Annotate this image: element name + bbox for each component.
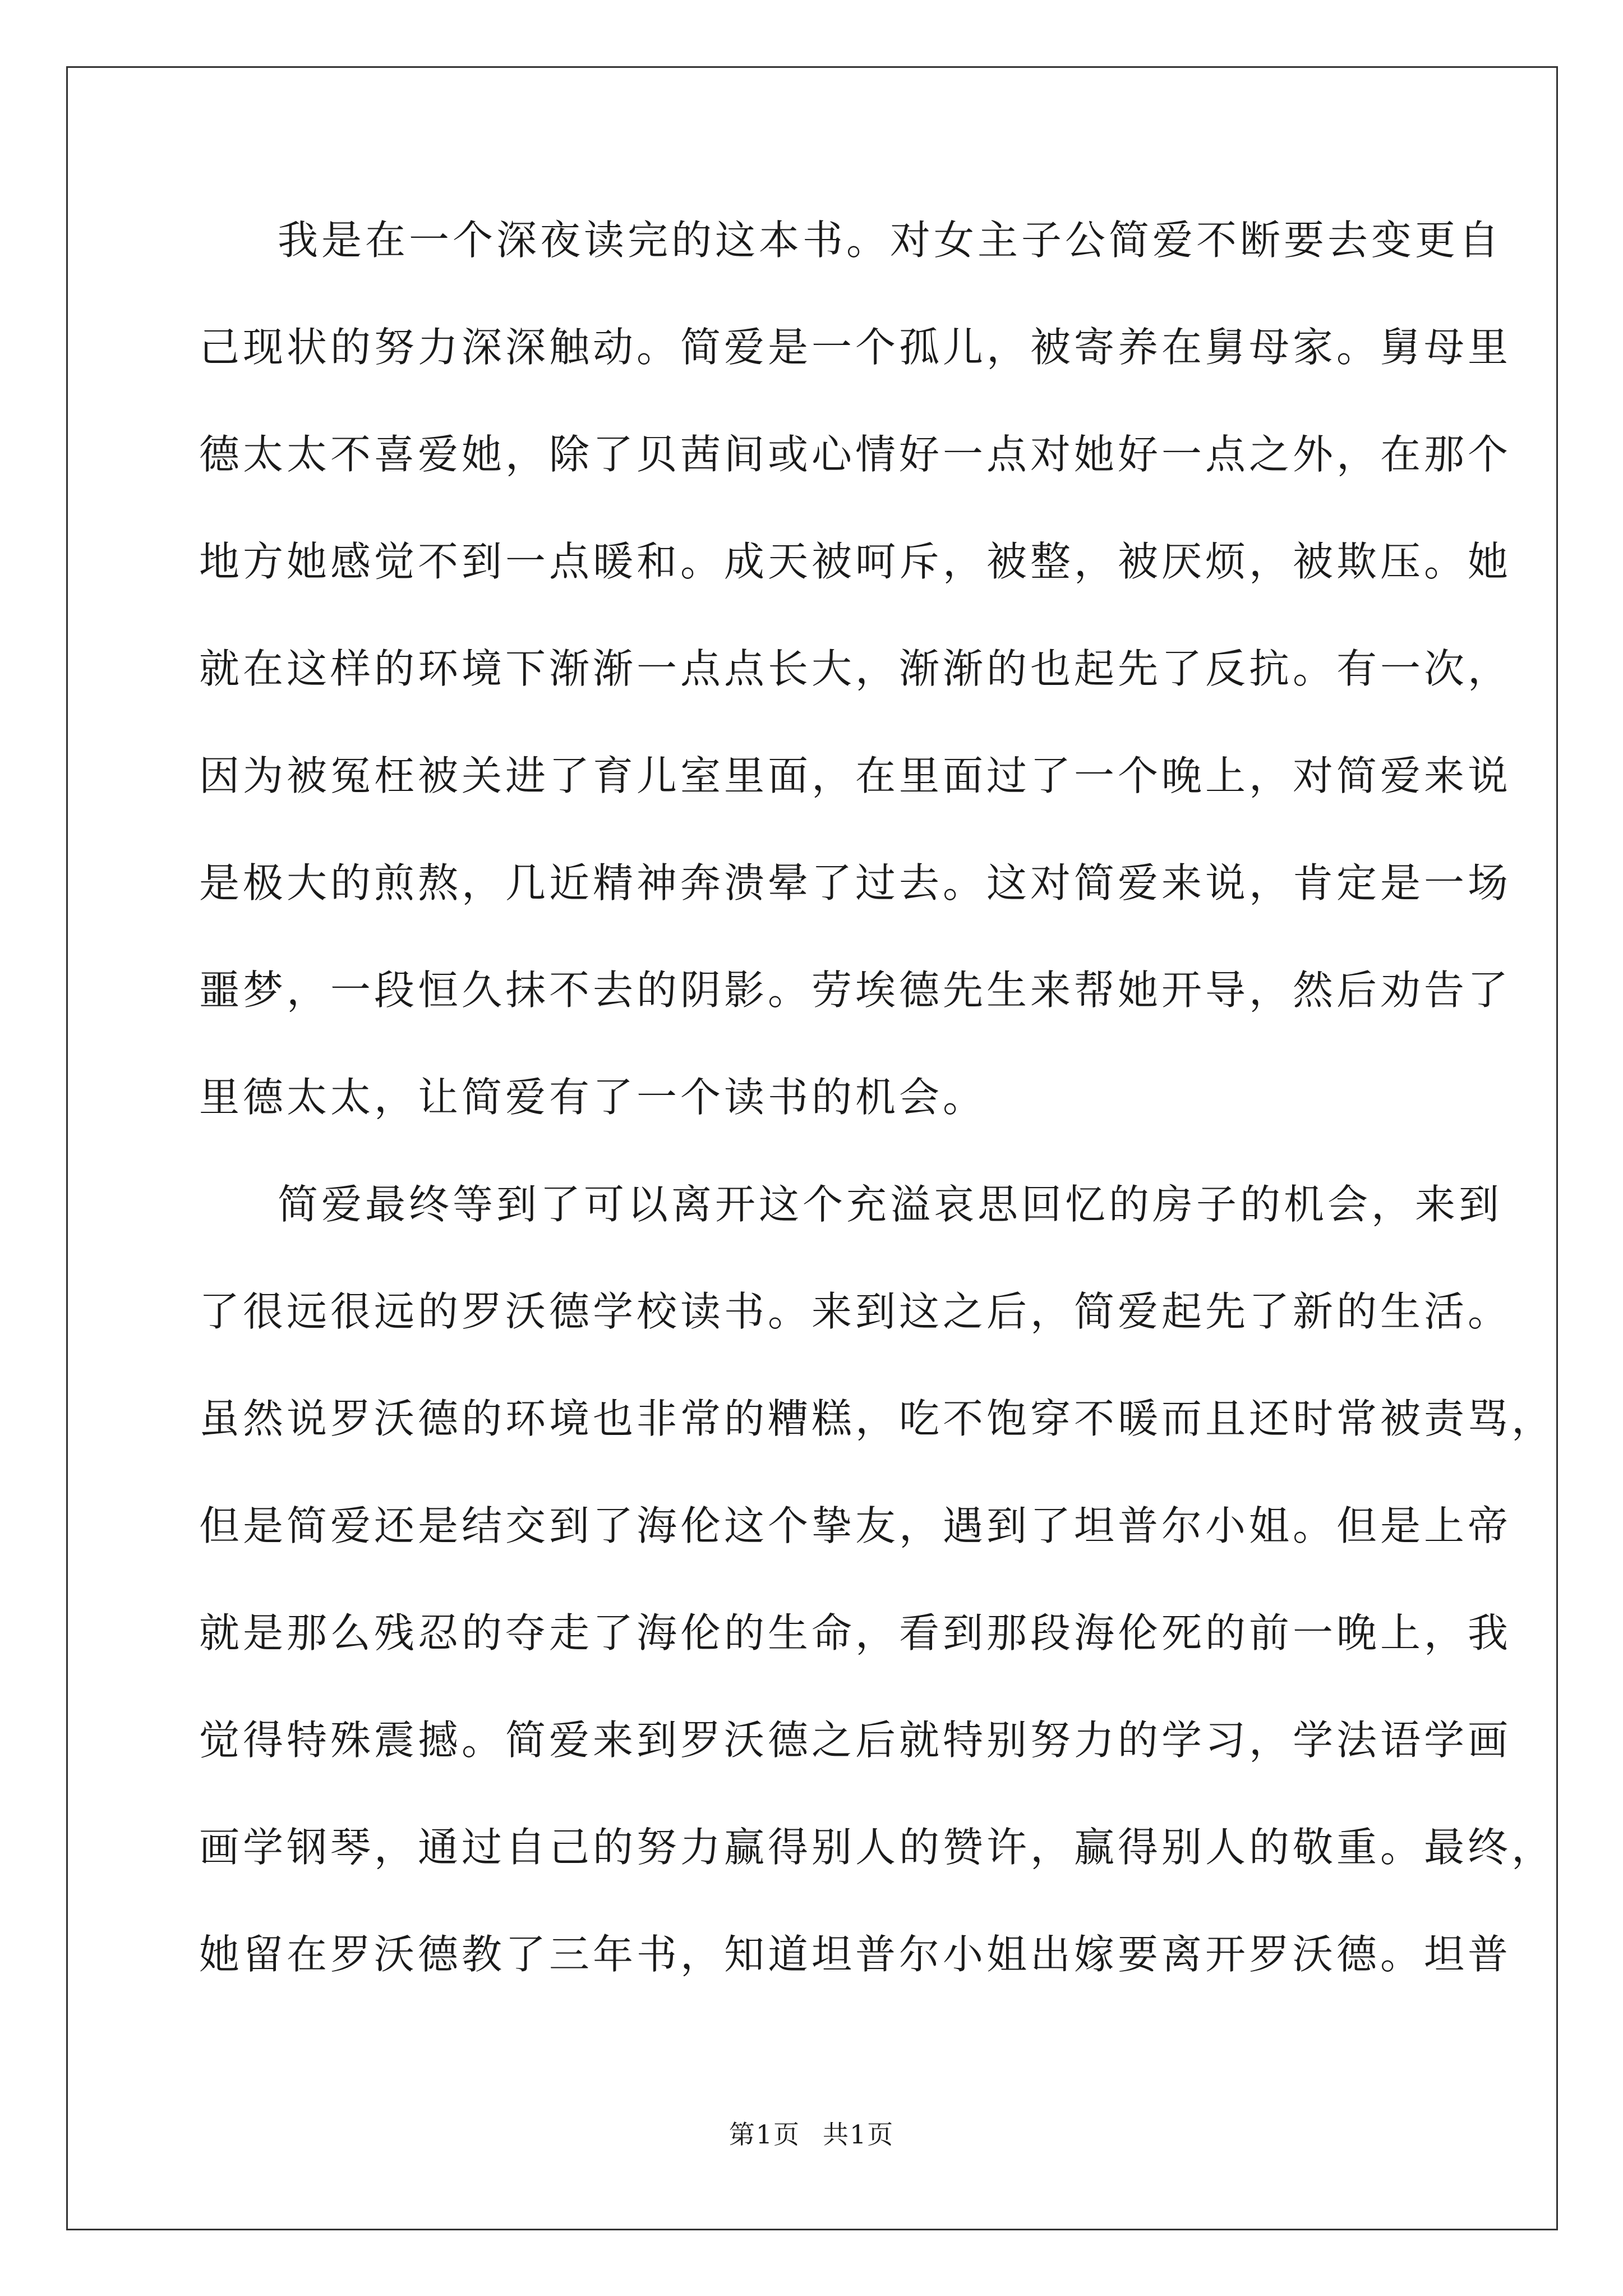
paragraph-2 — [199, 1176, 1556, 2033]
text-line: 画学钢琴，通过自己的努力赢得别人的赞许，赢得别人的敬重。最终， — [199, 1824, 1556, 1871]
text-line: 噩梦，一段恒久抹不去的阴影。劳埃德先生来帮她开导，然后劝告了 — [199, 967, 1512, 1014]
page-number: 第1页 — [728, 2119, 800, 2150]
paragraph-1 — [199, 212, 1512, 1176]
text-line: 就在这样的环境下渐渐一点点长大，渐渐的也起先了反抗。有一次， — [199, 645, 1512, 692]
document-body — [199, 212, 1556, 2033]
text-line: 己现状的努力深深触动。简爱是一个孤儿，被寄养在舅母家。舅母里 — [199, 324, 1512, 371]
text-line: 虽然说罗沃德的环境也非常的糟糕，吃不饱穿不暖而且还时常被责骂， — [199, 1395, 1556, 1442]
text-line: 因为被冤枉被关进了育儿室里面，在里面过了一个晚上，对简爱来说 — [199, 752, 1512, 799]
text-line: 我是在一个深夜读完的这本书。对女主子公简爱不断要去变更自 — [278, 217, 1503, 264]
text-line: 是极大的煎熬，几近精神奔溃晕了过去。这对简爱来说，肯定是一场 — [199, 859, 1512, 907]
text-line: 就是那么残忍的夺走了海伦的生命，看到那段海伦死的前一晚上，我 — [199, 1609, 1512, 1657]
page-total: 共1页 — [823, 2119, 895, 2150]
text-line: 她留在罗沃德教了三年书，知道坦普尔小姐出嫁要离开罗沃德。坦普 — [199, 1931, 1512, 1978]
text-line: 了很远很远的罗沃德学校读书。来到这之后，简爱起先了新的生活。 — [199, 1288, 1512, 1335]
text-line: 简爱最终等到了可以离开这个充溢哀思回忆的房子的机会，来到 — [278, 1181, 1503, 1228]
text-line: 但是简爱还是结交到了海伦这个挚友，遇到了坦普尔小姐。但是上帝 — [199, 1502, 1512, 1549]
text-line: 觉得特殊震撼。简爱来到罗沃德之后就特别努力的学习，学法语学画 — [199, 1717, 1512, 1764]
text-line: 里德太太，让简爱有了一个读书的机会。 — [199, 1074, 987, 1121]
text-line: 地方她感觉不到一点暖和。成天被呵斥，被整，被厌烦，被欺压。她 — [199, 538, 1512, 585]
page-footer — [0, 2118, 1623, 2151]
text-line: 德太太不喜爱她，除了贝茜间或心情好一点对她好一点之外，在那个 — [199, 431, 1512, 478]
